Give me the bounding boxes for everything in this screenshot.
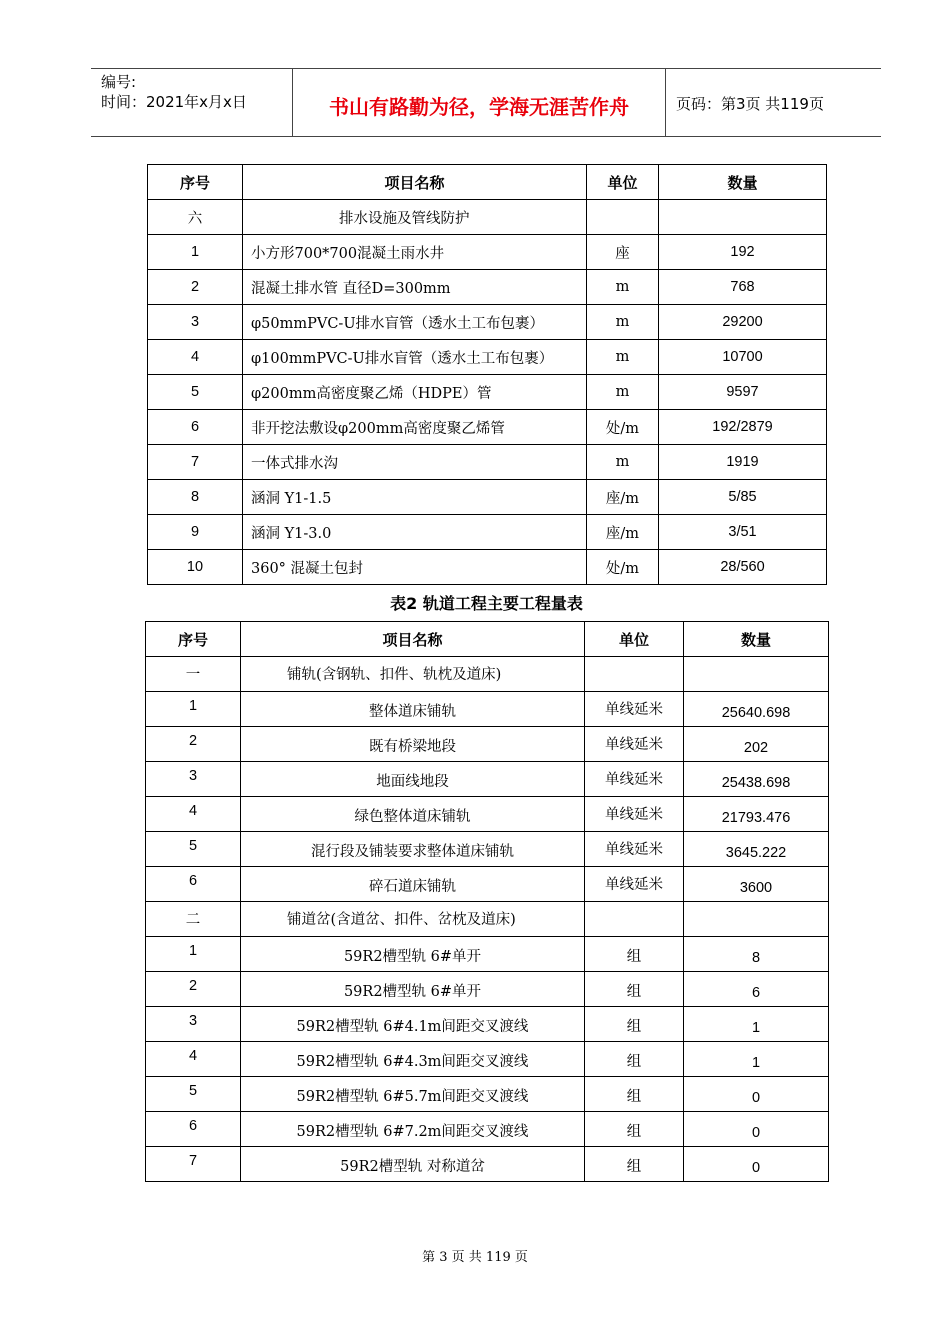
table2-caption: 表2 轨道工程主要工程量表	[390, 594, 583, 613]
item-quantity: 1	[684, 1042, 829, 1077]
table-row	[148, 235, 827, 270]
item-unit: 处/m	[587, 410, 659, 445]
column-header: 序号	[148, 165, 243, 200]
table-row	[146, 1042, 829, 1077]
track-quantity-table	[145, 621, 829, 1182]
item-name: 59R2槽型轨 6#4.3m间距交叉渡线	[241, 1042, 585, 1077]
item-quantity: 9597	[659, 375, 827, 410]
item-quantity: 0	[684, 1147, 829, 1182]
item-name: 整体道床铺轨	[241, 692, 585, 727]
item-unit: m	[587, 340, 659, 375]
table-row	[148, 270, 827, 305]
table-row	[146, 972, 829, 1007]
table-row	[146, 1007, 829, 1042]
column-header: 数量	[684, 622, 829, 657]
item-name: φ100mmPVC-U排水盲管（透水土工布包裹）	[243, 340, 587, 375]
table-row	[148, 340, 827, 375]
item-name: 涵洞 Y1-1.5	[243, 480, 587, 515]
column-header: 项目名称	[243, 165, 587, 200]
item-quantity: 21793.476	[684, 797, 829, 832]
item-quantity: 28/560	[659, 550, 827, 585]
column-header: 单位	[585, 622, 684, 657]
item-quantity: 6	[684, 972, 829, 1007]
row-number: 7	[148, 445, 243, 480]
item-unit: m	[587, 375, 659, 410]
section-qty	[684, 902, 829, 937]
item-name: 小方形700*700混凝土雨水井	[243, 235, 587, 270]
table-header-row	[146, 622, 829, 657]
column-header: 数量	[659, 165, 827, 200]
row-number: 2	[148, 270, 243, 305]
section-row	[146, 657, 829, 692]
item-name: 碎石道床铺轨	[241, 867, 585, 902]
section-qty	[684, 657, 829, 692]
drainage-quantity-table	[147, 164, 827, 585]
row-number: 9	[148, 515, 243, 550]
row-number: 6	[148, 410, 243, 445]
item-unit: 处/m	[587, 550, 659, 585]
table-row	[146, 1112, 829, 1147]
page-header	[91, 68, 881, 137]
item-name: 59R2槽型轨 6#单开	[241, 937, 585, 972]
table-row	[146, 797, 829, 832]
table-row	[146, 1147, 829, 1182]
time-label: 时间：2021年x月x日	[101, 93, 247, 111]
item-name: 绿色整体道床铺轨	[241, 797, 585, 832]
header-motto: 书山有路勤为径，学海无涯苦作舟	[329, 95, 629, 119]
item-quantity: 202	[684, 727, 829, 762]
item-name: 涵洞 Y1-3.0	[243, 515, 587, 550]
item-name: 360° 混凝土包封	[243, 550, 587, 585]
item-name: 地面线地段	[241, 762, 585, 797]
header-divider	[665, 69, 666, 136]
row-number: 2	[146, 972, 241, 1007]
table-row	[148, 550, 827, 585]
item-unit: 组	[585, 972, 684, 1007]
row-number: 3	[148, 305, 243, 340]
section-name: 排水设施及管线防护	[243, 200, 587, 235]
section-unit	[585, 657, 684, 692]
section-name: 铺轨(含钢轨、扣件、轨枕及道床)	[241, 657, 585, 692]
item-name: 59R2槽型轨 对称道岔	[241, 1147, 585, 1182]
table-row	[146, 832, 829, 867]
item-name: 既有桥梁地段	[241, 727, 585, 762]
item-quantity: 0	[684, 1112, 829, 1147]
table-row	[146, 937, 829, 972]
table-row	[148, 410, 827, 445]
row-number: 5	[148, 375, 243, 410]
item-name: 59R2槽型轨 6#7.2m间距交叉渡线	[241, 1112, 585, 1147]
table-row	[148, 480, 827, 515]
item-unit: m	[587, 270, 659, 305]
row-number: 4	[146, 797, 241, 832]
item-quantity: 3645.222	[684, 832, 829, 867]
item-unit: m	[587, 445, 659, 480]
column-header: 单位	[587, 165, 659, 200]
row-number: 10	[148, 550, 243, 585]
section-number: 六	[148, 200, 243, 235]
item-name: 59R2槽型轨 6#5.7m间距交叉渡线	[241, 1077, 585, 1112]
item-quantity: 1919	[659, 445, 827, 480]
table-row	[148, 445, 827, 480]
table-row	[146, 692, 829, 727]
table-row	[148, 375, 827, 410]
section-number: 一	[146, 657, 241, 692]
item-unit: 单线延米	[585, 727, 684, 762]
row-number: 3	[146, 1007, 241, 1042]
item-unit: 组	[585, 1147, 684, 1182]
item-quantity: 29200	[659, 305, 827, 340]
row-number: 1	[148, 235, 243, 270]
item-unit: 座	[587, 235, 659, 270]
item-unit: 组	[585, 1077, 684, 1112]
item-name: 非开挖法敷设φ200mm高密度聚乙烯管	[243, 410, 587, 445]
row-number: 4	[148, 340, 243, 375]
item-unit: m	[587, 305, 659, 340]
item-name: 59R2槽型轨 6#4.1m间距交叉渡线	[241, 1007, 585, 1042]
item-unit: 座/m	[587, 515, 659, 550]
item-unit: 组	[585, 937, 684, 972]
item-unit: 组	[585, 1007, 684, 1042]
row-number: 4	[146, 1042, 241, 1077]
page-footer: 第 3 页 共 119 页	[422, 1250, 528, 1265]
table-header-row	[148, 165, 827, 200]
table-row	[146, 1077, 829, 1112]
item-unit: 组	[585, 1112, 684, 1147]
item-quantity: 3600	[684, 867, 829, 902]
serial-label: 编号:	[101, 73, 137, 91]
item-quantity: 25640.698	[684, 692, 829, 727]
table-row	[148, 515, 827, 550]
table-row	[146, 762, 829, 797]
item-unit: 组	[585, 1042, 684, 1077]
item-quantity: 0	[684, 1077, 829, 1112]
item-name: φ200mm高密度聚乙烯（HDPE）管	[243, 375, 587, 410]
section-number: 二	[146, 902, 241, 937]
item-quantity: 10700	[659, 340, 827, 375]
row-number: 8	[148, 480, 243, 515]
item-unit: 座/m	[587, 480, 659, 515]
row-number: 1	[146, 692, 241, 727]
section-unit	[587, 200, 659, 235]
item-quantity: 192	[659, 235, 827, 270]
row-number: 6	[146, 1112, 241, 1147]
column-header: 项目名称	[241, 622, 585, 657]
item-quantity: 1	[684, 1007, 829, 1042]
item-quantity: 5/85	[659, 480, 827, 515]
row-number: 6	[146, 867, 241, 902]
item-name: 混行段及铺装要求整体道床铺轨	[241, 832, 585, 867]
section-qty	[659, 200, 827, 235]
item-quantity: 192/2879	[659, 410, 827, 445]
section-row	[146, 902, 829, 937]
table-row	[146, 867, 829, 902]
item-unit: 单线延米	[585, 692, 684, 727]
item-name: 混凝土排水管 直径D=300mm	[243, 270, 587, 305]
item-name: 一体式排水沟	[243, 445, 587, 480]
item-unit: 单线延米	[585, 867, 684, 902]
row-number: 5	[146, 832, 241, 867]
row-number: 7	[146, 1147, 241, 1182]
row-number: 1	[146, 937, 241, 972]
row-number: 5	[146, 1077, 241, 1112]
table-row	[146, 727, 829, 762]
column-header: 序号	[146, 622, 241, 657]
table-row	[148, 305, 827, 340]
section-name: 铺道岔(含道岔、扣件、岔枕及道床)	[241, 902, 585, 937]
item-name: 59R2槽型轨 6#单开	[241, 972, 585, 1007]
section-row	[148, 200, 827, 235]
header-page-info: 页码：第3页 共119页	[676, 95, 824, 113]
item-unit: 单线延米	[585, 832, 684, 867]
row-number: 2	[146, 727, 241, 762]
item-quantity: 8	[684, 937, 829, 972]
item-unit: 单线延米	[585, 797, 684, 832]
item-quantity: 25438.698	[684, 762, 829, 797]
header-meta	[101, 72, 247, 112]
row-number: 3	[146, 762, 241, 797]
item-name: φ50mmPVC-U排水盲管（透水土工布包裹）	[243, 305, 587, 340]
item-quantity: 768	[659, 270, 827, 305]
section-unit	[585, 902, 684, 937]
item-quantity: 3/51	[659, 515, 827, 550]
item-unit: 单线延米	[585, 762, 684, 797]
